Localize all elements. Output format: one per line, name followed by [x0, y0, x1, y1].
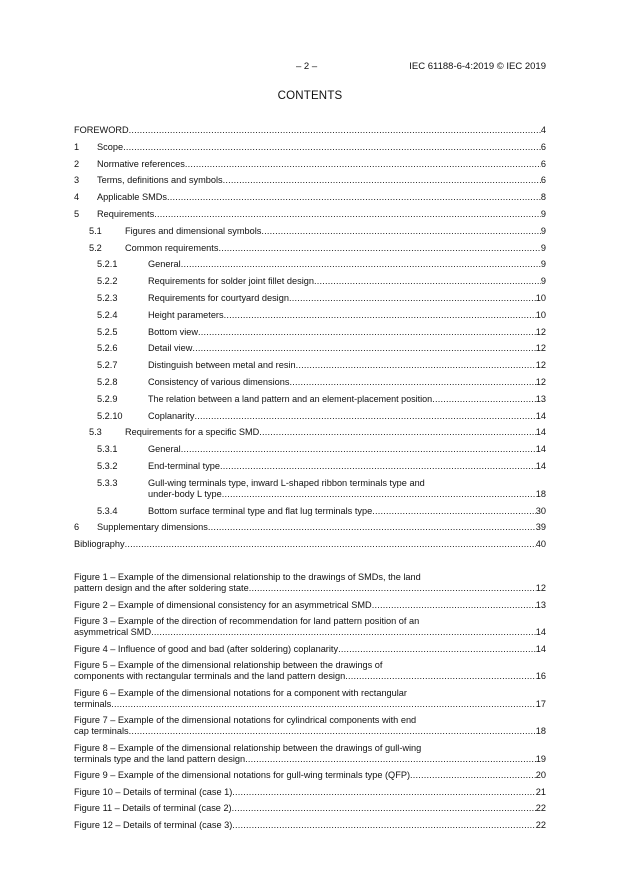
toc-entry-2[interactable]: [74, 159, 546, 170]
toc-entry-number: 5.3.4: [97, 505, 118, 516]
figure-page: 13: [535, 599, 546, 610]
toc-entry-number: 2: [74, 158, 80, 169]
toc-entry-foreword[interactable]: [74, 125, 546, 136]
toc-leader-dots: [261, 226, 541, 237]
toc-entry-page: 10: [535, 292, 546, 303]
toc-entry-page: 4: [540, 125, 546, 135]
toc-entry-page: 14: [535, 410, 546, 421]
figure-entry-5[interactable]: [74, 660, 546, 682]
figure-page: 14: [535, 627, 546, 638]
toc-leader-dots: [218, 243, 540, 254]
toc-entry-page: 14: [535, 444, 546, 455]
toc-entry-page: 10: [535, 309, 546, 320]
toc-entry-title: Consistency of various dimensions: [148, 376, 290, 387]
toc-entry-number: 5.3.3: [97, 477, 118, 488]
toc-entry-number: 5.2.8: [97, 376, 118, 387]
figure-entry-3[interactable]: [74, 616, 546, 638]
figure-entry-12[interactable]: [74, 820, 546, 831]
toc-leader-dots: [289, 377, 535, 388]
toc-entry-page: 39: [535, 522, 546, 533]
toc-leader-dots: [194, 411, 535, 422]
toc-leader-dots: [125, 539, 536, 550]
toc-leader-dots: [181, 444, 536, 455]
toc-entry-5-2-7[interactable]: [74, 360, 546, 371]
figure-title-line2: terminals type and the land pattern design: [74, 753, 246, 764]
toc-entry-title: Coplanarity: [148, 410, 195, 421]
toc-leader-dots: [345, 671, 536, 682]
toc-entry-page: 12: [535, 376, 546, 387]
standard-reference: IEC 61188-6-4:2019 © IEC 2019: [409, 61, 546, 72]
figure-entry-6[interactable]: [74, 688, 546, 710]
toc-leader-dots: [129, 125, 541, 136]
toc-entry-title: Scope: [97, 141, 124, 152]
toc-entry-title-line1: Gull-wing terminals type, inward L-shaped ribbon terminals type and: [148, 477, 425, 488]
toc-entry-5-3[interactable]: [74, 427, 546, 438]
figure-title: Figure 2 – Example of dimensional consistency for an asymmetrical SMD: [74, 599, 372, 610]
toc-entry-5-2-1[interactable]: [74, 259, 546, 270]
toc-leader-dots: [151, 627, 536, 638]
toc-entry-title: Requirements for courtyard design: [148, 292, 289, 303]
figure-entry-9[interactable]: [74, 770, 546, 781]
toc-entry-number: 3: [74, 175, 80, 186]
toc-entry-5-2[interactable]: [74, 243, 546, 254]
toc-entry-number: 5.3: [89, 427, 102, 438]
toc-entry-number: 5.2.10: [97, 410, 123, 421]
toc-entry-5-3-3[interactable]: [74, 478, 546, 500]
toc-entry-number: 5.2.9: [97, 393, 118, 404]
figure-title: Figure 11 – Details of terminal (case 2): [74, 803, 232, 814]
toc-entry-page: 12: [535, 343, 546, 354]
toc-entry-number: 5.3.2: [97, 460, 118, 471]
figure-title-line1: Figure 5 – Example of the dimensional relationship between the drawings of: [74, 660, 383, 671]
figure-title-line1: Figure 8 – Example of the dimensional relationship between the drawings of gull-wing: [74, 742, 422, 753]
toc-leader-dots: [123, 142, 541, 153]
toc-entry-page: 18: [535, 488, 546, 499]
toc-entry-number: 1: [74, 141, 80, 152]
figure-title-line1: Figure 6 – Example of the dimensional notations for a component with rectangular: [74, 687, 407, 698]
toc-entry-title: Requirements for a specific SMD: [125, 427, 260, 438]
table-of-contents: [74, 125, 546, 831]
toc-leader-dots: [220, 461, 536, 472]
toc-entry-title: Distinguish between metal and resin: [148, 360, 296, 371]
toc-entry-title: Bottom view: [148, 326, 199, 337]
toc-entry-title: General: [148, 444, 181, 455]
toc-entry-page: 30: [535, 505, 546, 516]
figure-title-line1: Figure 7 – Example of the dimensional notations for cylindrical components with end: [74, 715, 417, 726]
toc-entry-5-2-4[interactable]: [74, 310, 546, 321]
toc-leader-dots: [154, 209, 541, 220]
toc-entry-1[interactable]: [74, 142, 546, 153]
toc-entry-5[interactable]: [74, 209, 546, 220]
toc-entry-5-2-10[interactable]: [74, 411, 546, 422]
toc-leader-dots: [192, 343, 535, 354]
toc-entry-number: 5.1: [89, 225, 102, 236]
figure-title: Figure 12 – Details of terminal (case 3): [74, 819, 233, 830]
figure-title-line2: pattern design and the after soldering state: [74, 583, 249, 594]
toc-entry-5-2-5[interactable]: [74, 327, 546, 338]
figure-title-line1: Figure 1 – Example of the dimensional relationship to the drawings of SMDs, the land: [74, 572, 421, 583]
toc-entry-title: End-terminal type: [148, 460, 221, 471]
toc-leader-dots: [245, 754, 536, 765]
figure-title: Figure 4 – Influence of good and bad (after soldering) coplanarity: [74, 643, 339, 654]
toc-entry-title: Requirements: [97, 208, 155, 219]
figure-title-line2: terminals: [74, 698, 112, 709]
toc-entry-title: Figures and dimensional symbols: [125, 225, 262, 236]
figure-title-line1: Figure 3 – Example of the direction of recommendation for land pattern position of an: [74, 616, 420, 627]
toc-leader-dots: [129, 726, 536, 737]
toc-entry-page: 9: [540, 208, 546, 219]
toc-entry-number: 5.2: [89, 242, 102, 253]
toc-entry-title: Common requirements: [125, 242, 219, 253]
figure-title-line2: components with rectangular terminals and the land pattern design: [74, 671, 346, 682]
toc-leader-dots: [314, 276, 541, 287]
toc-entry-page: 9: [540, 276, 546, 287]
toc-entry-4[interactable]: [74, 192, 546, 203]
toc-entry-number: 5.2.7: [97, 360, 118, 371]
toc-entry-6[interactable]: [74, 522, 546, 533]
toc-leader-dots: [259, 427, 535, 438]
toc-entry-page: 6: [540, 158, 546, 169]
toc-entry-5-2-6[interactable]: [74, 343, 546, 354]
toc-entry-title: General: [148, 259, 181, 270]
toc-entry-number: 6: [74, 522, 80, 533]
figure-page: 22: [535, 803, 546, 814]
toc-entry-5-2-3[interactable]: [74, 293, 546, 304]
toc-leader-dots: [111, 699, 535, 710]
toc-entry-number: 5: [74, 208, 80, 219]
toc-entry-page: 9: [540, 225, 546, 236]
toc-entry-number: 5.2.5: [97, 326, 118, 337]
toc-leader-dots: [223, 175, 541, 186]
toc-leader-dots: [232, 803, 536, 814]
toc-entry-number: 5.2.1: [97, 259, 118, 270]
toc-leader-dots: [289, 293, 536, 304]
toc-entry-page: 40: [535, 539, 546, 550]
toc-entry-page: 8: [540, 192, 546, 203]
toc-leader-dots: [249, 583, 536, 594]
figure-title-line2: cap terminals: [74, 726, 129, 737]
toc-entry-5-1[interactable]: [74, 226, 546, 237]
figure-page: 22: [535, 819, 546, 830]
toc-entry-title-line2: under-body L type: [148, 488, 222, 499]
figure-page: 19: [535, 753, 546, 764]
toc-leader-dots: [224, 310, 536, 321]
toc-entry-5-2-8[interactable]: [74, 377, 546, 388]
toc-entry-title: Applicable SMDs: [97, 192, 167, 203]
figure-entry-10[interactable]: [74, 787, 546, 798]
toc-entry-page: 12: [535, 360, 546, 371]
toc-leader-dots: [372, 506, 536, 517]
toc-entry-page: 14: [535, 427, 546, 438]
toc-entry-title: Supplementary dimensions: [97, 522, 208, 533]
toc-entry-title: FOREWORD: [74, 125, 129, 135]
figure-page: 20: [535, 770, 546, 781]
figure-page: 17: [535, 698, 546, 709]
toc-entry-title: Bibliography: [74, 539, 125, 550]
toc-entry-title: Terms, definitions and symbols: [97, 175, 223, 186]
figure-entry-1[interactable]: [74, 572, 546, 594]
toc-entry-5-3-2[interactable]: [74, 461, 546, 472]
toc-leader-dots: [372, 600, 536, 611]
toc-leader-dots: [208, 522, 536, 533]
figure-title: Figure 9 – Example of the dimensional notations for gull-wing terminals type (QFP): [74, 770, 411, 781]
figure-page: 18: [535, 726, 546, 737]
toc-entry-number: 5.2.4: [97, 309, 118, 320]
toc-leader-dots: [198, 327, 536, 338]
figure-title: Figure 10 – Details of terminal (case 1): [74, 786, 233, 797]
toc-leader-dots: [338, 644, 536, 655]
figure-page: 16: [535, 671, 546, 682]
figure-entry-11[interactable]: [74, 803, 546, 814]
toc-entry-5-3-1[interactable]: [74, 444, 546, 455]
toc-leader-dots: [167, 192, 541, 203]
toc-entry-5-3-4[interactable]: [74, 506, 546, 517]
toc-leader-dots: [181, 259, 541, 270]
toc-entry-title: Normative references: [97, 158, 185, 169]
toc-leader-dots: [185, 159, 541, 170]
toc-entry-number: 5.2.2: [97, 276, 118, 287]
toc-entry-title: Detail view: [148, 343, 193, 354]
toc-entry-title: The relation between a land pattern and an element-placement position: [148, 393, 433, 404]
toc-entry-3[interactable]: [74, 175, 546, 186]
toc-entry-page: 14: [535, 460, 546, 471]
toc-entry-number: 4: [74, 192, 80, 203]
toc-leader-dots: [296, 360, 536, 371]
figure-title-line2: asymmetrical SMD: [74, 627, 152, 638]
toc-entry-page: 6: [540, 175, 546, 186]
toc-leader-dots: [432, 394, 536, 405]
figure-entry-8[interactable]: [74, 743, 546, 765]
figure-page: 14: [535, 643, 546, 654]
toc-leader-dots: [222, 489, 536, 500]
page-number: – 2 –: [296, 61, 318, 72]
toc-leader-dots: [410, 770, 536, 781]
toc-entry-page: 13: [535, 393, 546, 404]
figure-page: 12: [535, 583, 546, 594]
toc-entry-title: Bottom surface terminal type and flat lug terminals type: [148, 505, 373, 516]
toc-entry-page: 9: [540, 242, 546, 253]
toc-entry-number: 5.3.1: [97, 444, 118, 455]
toc-entry-bibliography[interactable]: [74, 539, 546, 550]
figure-entry-4[interactable]: [74, 644, 546, 655]
toc-entry-title: Requirements for solder joint fillet design: [148, 276, 314, 287]
toc-entry-number: 5.2.6: [97, 343, 118, 354]
figure-entry-7[interactable]: [74, 715, 546, 737]
toc-entry-page: 6: [540, 141, 546, 152]
toc-entry-5-2-9[interactable]: [74, 394, 546, 405]
toc-entry-page: 12: [535, 326, 546, 337]
figure-entry-2[interactable]: [74, 600, 546, 611]
contents-title: CONTENTS: [277, 90, 343, 102]
toc-entry-5-2-2[interactable]: [74, 276, 546, 287]
figure-page: 21: [535, 786, 546, 797]
toc-entry-number: 5.2.3: [97, 292, 118, 303]
toc-entry-page: 9: [540, 259, 546, 270]
toc-leader-dots: [232, 820, 535, 831]
toc-entry-title: Height parameters: [148, 309, 224, 320]
toc-leader-dots: [232, 787, 535, 798]
